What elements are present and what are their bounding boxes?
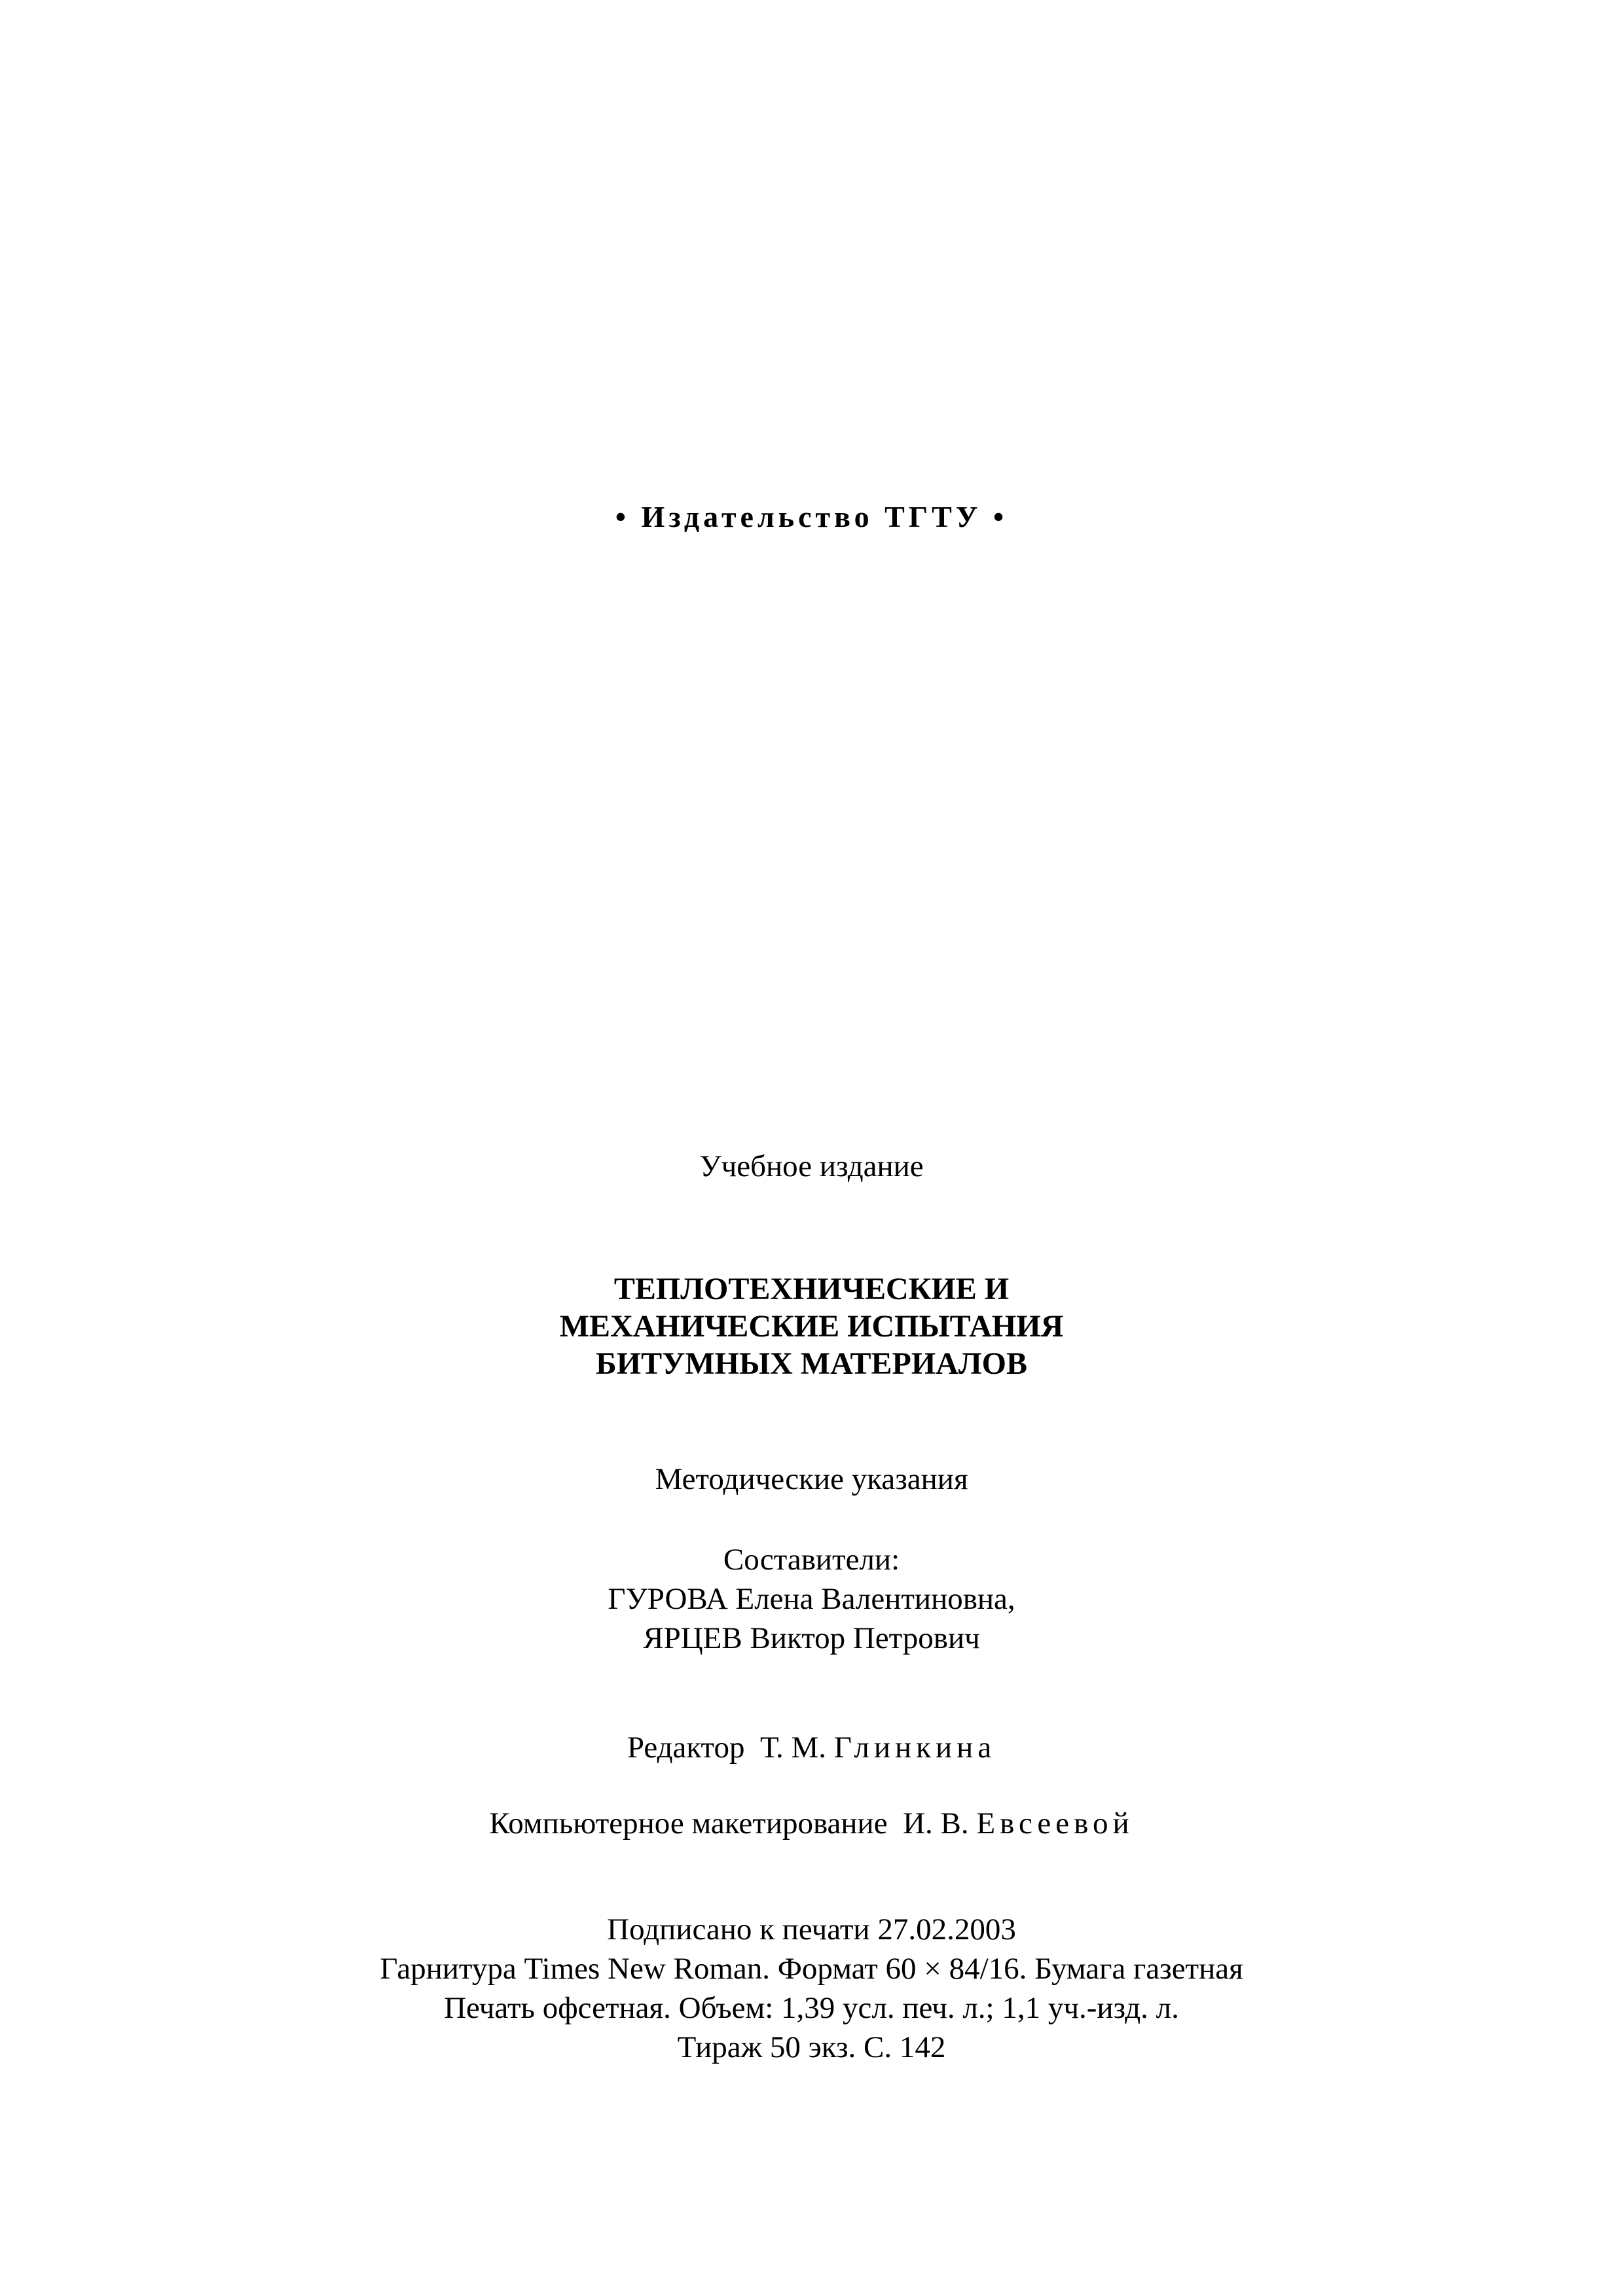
imprint-line-4: Тираж 50 экз. С. 142 (677, 2030, 946, 2064)
editor-initials: Т. М. (759, 1731, 827, 1765)
editor-line (0, 1728, 1623, 1767)
compiler-name-2: ЯРЦЕВ Виктор Петрович (643, 1621, 980, 1655)
layout-credit-line (0, 1804, 1623, 1843)
editor-label: Редактор (627, 1731, 745, 1765)
imprint-line-3: Печать офсетная. Объем: 1,39 усл. печ. л.; 1,1 уч.-изд. л. (444, 1991, 1179, 2025)
compilers-label: Составители: (723, 1543, 900, 1577)
title-line-3: БИТУМНЫХ МАТЕРИАЛОВ (596, 1346, 1027, 1381)
editor-surname: Глинкина (833, 1731, 996, 1765)
title-line-1: ТЕПЛОТЕХНИЧЕСКИЕ И (613, 1272, 1010, 1306)
publisher-line: • Издательство ТГТУ • (615, 500, 1008, 533)
subtitle: Методические указания (655, 1462, 968, 1496)
edition-type: Учебное издание (699, 1149, 924, 1183)
title-line-2: МЕХАНИЧЕСКИЕ ИСПЫТАНИЯ (559, 1309, 1064, 1344)
imprint-line-1: Подписано к печати 27.02.2003 (607, 1912, 1016, 1946)
compiler-name-1: ГУРОВА Елена Валентиновна, (608, 1582, 1015, 1616)
layout-credit-initials: И. В. (903, 1806, 969, 1840)
imprint-line-2: Гарнитура Times New Roman. Формат 60 × 84/16. Бумага газетная (380, 1952, 1243, 1986)
layout-credit-label: Компьютерное макетирование (489, 1806, 888, 1840)
layout-credit-surname: Евсеевой (976, 1806, 1134, 1840)
